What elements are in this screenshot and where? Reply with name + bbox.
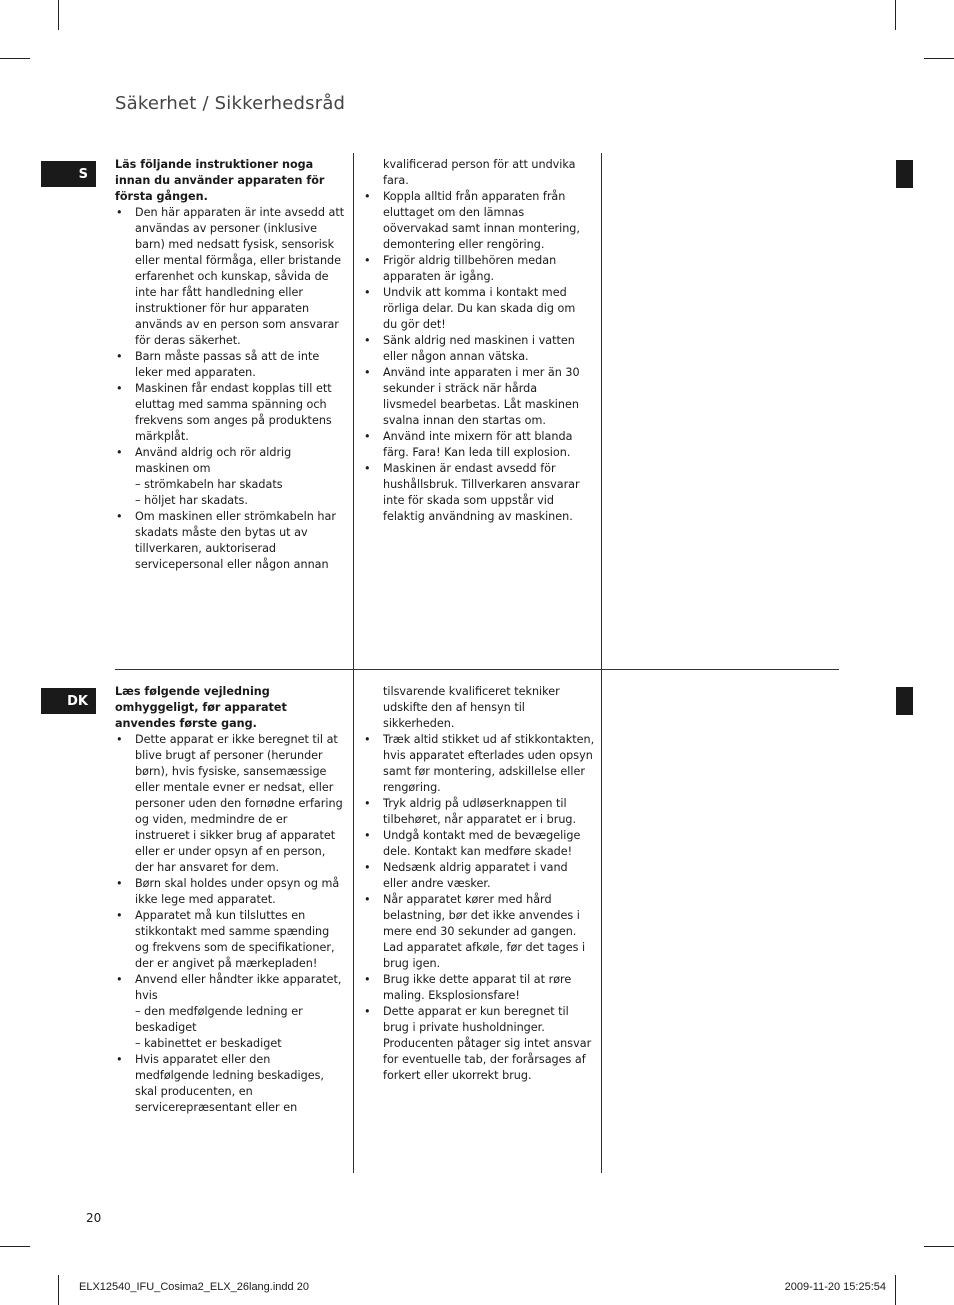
list-item: • Dette apparat er ikke beregnet til at blive brugt af personer (herunder børn), hvis fysiske, sansemæssige eller mentale evner er nedsat, eller personer uden den fornødne erfaring og viden, medmindre de er instrueret i sikker brug af apparatet eller er under opsyn af en person, der har ansvaret for dem. — [115, 732, 345, 876]
list-item: • Træk altid stikket ud af stikkontakten, hvis apparatet efterlades uden opsyn samt før montering, adskillelse eller rengøring. — [363, 732, 595, 796]
column-divider — [601, 670, 602, 1173]
list-item: • Nedsænk aldrig apparatet i vand eller andre væsker. — [363, 860, 595, 892]
list-item: • Apparatet må kun tilsluttes en stikkontakt med samme spænding og frekvens som de specifikationer, der er angivet på mærkepladen! — [115, 908, 345, 972]
list-item: • Barn måste passas så att de inte leker med apparaten. — [115, 349, 345, 381]
list-item: • Använd inte apparaten i mer än 30 sekunder i sträck när hårda livsmedel bearbetas. Låt maskinen svalna innan den startas om. — [363, 365, 593, 429]
side-tab-marker — [896, 160, 913, 188]
sv-column-2 — [363, 157, 593, 525]
side-tab-marker — [896, 687, 913, 715]
sv-list-1 — [115, 205, 345, 573]
list-item: • Om maskinen eller strömkabeln har skadats måste den bytas ut av tillverkaren, auktoriserad servicepersonal eller någon annan — [115, 509, 345, 573]
page-title: Säkerhet / Sikkerhedsråd — [115, 93, 346, 114]
list-item: • Maskinen får endast kopplas till ett eluttag med samma spänning och frekvens som anges på produktens märkplåt. — [115, 381, 345, 445]
crop-mark — [58, 0, 59, 30]
crop-mark — [924, 1246, 954, 1247]
crop-mark — [895, 1275, 896, 1305]
page-number: 20 — [86, 1211, 102, 1225]
list-subitem: – den medfølgende ledning er beskadiget — [135, 1005, 303, 1034]
list-item — [115, 445, 345, 509]
list-item-text: Anvend eller håndter ikke apparatet, hvis — [135, 973, 342, 1002]
dk-list-1 — [115, 732, 345, 1116]
language-tab-sv: S — [41, 161, 96, 187]
language-tab-dk: DK — [41, 688, 96, 714]
footer-timestamp: 2009-11-20 15:25:54 — [784, 1281, 886, 1293]
list-item: • Brug ikke dette apparat til at røre maling. Eksplosionsfare! — [363, 972, 595, 1004]
list-item: • Den här apparaten är inte avsedd att användas av personer (inklusive barn) med nedsatt fysisk, sensorisk eller mental förmåga, eller bristande erfarenhet och kunskap, såvida de inte har fått handledning eller instruktioner för hur apparaten används av en person som ansvarar för deras säkerhet. — [115, 205, 345, 349]
list-item: • Hvis apparatet eller den medfølgende ledning beskadiges, skal producenten, en servicerepræsentant eller en — [115, 1052, 345, 1116]
crop-mark — [58, 1275, 59, 1305]
dk-column-2 — [363, 684, 595, 1084]
dk-list-2 — [363, 732, 595, 1084]
list-subitem: – höljet har skadats. — [135, 494, 248, 507]
footer-filename: ELX12540_IFU_Cosima2_ELX_26lang.indd 20 — [79, 1281, 309, 1293]
sv-column-1 — [115, 157, 345, 573]
column-divider — [353, 153, 354, 669]
list-subitem: – kabinettet er beskadiget — [135, 1037, 282, 1050]
list-item: • Undvik att komma i kontakt med rörliga delar. Du kan skada dig om du gör det! — [363, 285, 593, 333]
section-divider — [115, 669, 839, 670]
list-item: • Maskinen är endast avsedd för hushållsbruk. Tillverkaren ansvarar inte för skada som uppstår vid felaktig användning av maskinen. — [363, 461, 593, 525]
list-item: • Tryk aldrig på udløserknappen til tilbehøret, når apparatet er i brug. — [363, 796, 595, 828]
column-divider — [601, 153, 602, 669]
list-item: • Koppla alltid från apparaten från eluttaget om den lämnas oövervakad samt innan montering, demontering eller rengöring. — [363, 189, 593, 253]
list-item: • Børn skal holdes under opsyn og må ikke lege med apparatet. — [115, 876, 345, 908]
list-item: • Dette apparat er kun beregnet til brug i private husholdninger. Producenten påtager sig intet ansvar for eventuelle tab, der forårsages af forkert eller ukorrekt brug. — [363, 1004, 595, 1084]
list-continuation: kvalificerad person för att undvika fara. — [383, 158, 576, 187]
list-item — [115, 972, 345, 1052]
list-item: • Frigör aldrig tillbehören medan apparaten är igång. — [363, 253, 593, 285]
list-continuation: tilsvarende kvalificeret tekniker udskifte den af hensyn til sikkerheden. — [383, 685, 560, 730]
list-item: • Når apparatet kører med hård belastning, bør det ikke anvendes i mere end 30 sekunder ad gangen. Lad apparatet afkøle, før det tages i brug igen. — [363, 892, 595, 972]
crop-mark — [0, 1246, 30, 1247]
dk-column-1 — [115, 684, 345, 1116]
sv-list-2 — [363, 189, 593, 525]
crop-mark — [0, 58, 30, 59]
list-item: • Använd inte mixern för att blanda färg. Fara! Kan leda till explosion. — [363, 429, 593, 461]
list-item: • Sänk aldrig ned maskinen i vatten eller någon annan vätska. — [363, 333, 593, 365]
crop-mark — [924, 58, 954, 59]
dk-intro: Læs følgende vejledning omhyggeligt, før apparatet anvendes første gang. — [115, 685, 287, 730]
list-item: • Undgå kontakt med de bevægelige dele. Kontakt kan medføre skade! — [363, 828, 595, 860]
crop-mark — [895, 0, 896, 30]
list-item-text: Använd aldrig och rör aldrig maskinen om — [135, 446, 292, 475]
list-subitem: – strömkabeln har skadats — [135, 478, 283, 491]
column-divider — [353, 670, 354, 1173]
sv-intro: Läs följande instruktioner noga innan du använder apparaten för första gången. — [115, 158, 325, 203]
